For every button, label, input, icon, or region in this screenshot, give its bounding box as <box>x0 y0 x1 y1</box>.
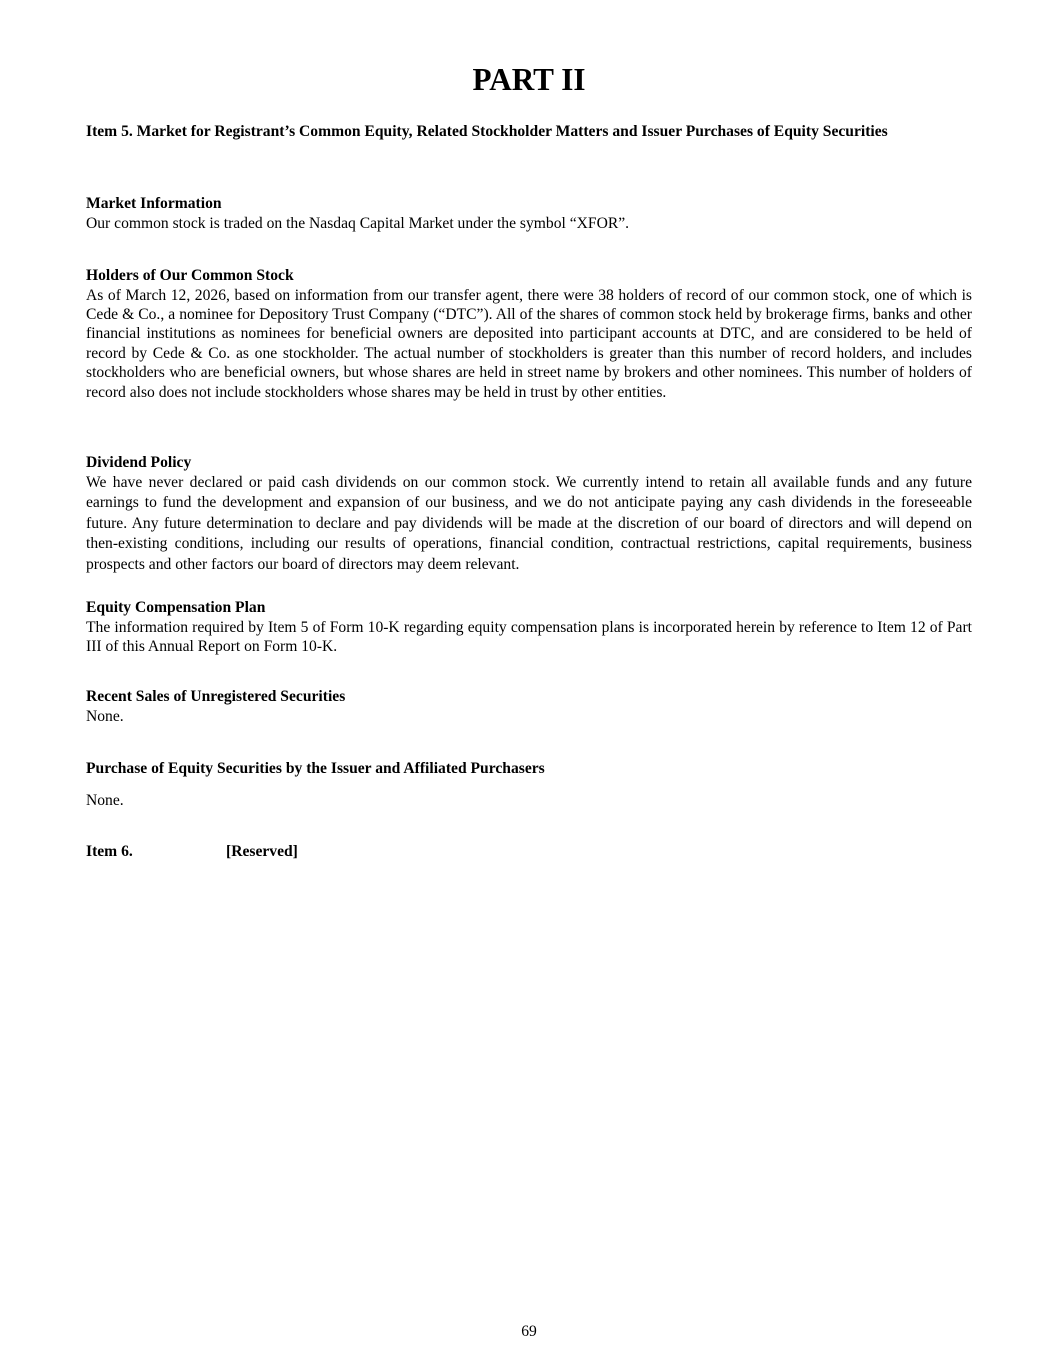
equity-compensation-body: The information required by Item 5 of Form 10-K regarding equity compensation plans is incorporated herein by reference to Item 12 of Part III of this Annual Report on Form 10-K. <box>86 618 972 656</box>
holders-heading: Holders of Our Common Stock <box>86 267 294 284</box>
item5-title: Item 5. Market for Registrant’s Common Equity, Related Stockholder Matters and Issuer Purchases of Equity Securities <box>86 123 888 140</box>
purchase-equity-heading: Purchase of Equity Securities by the Issuer and Affiliated Purchasers <box>86 760 545 777</box>
dividend-policy-section <box>86 453 972 576</box>
equity-compensation-section <box>86 598 972 657</box>
document-page <box>86 0 972 1365</box>
purchase-equity-section <box>86 759 972 810</box>
page-number: 69 <box>521 1323 537 1340</box>
recent-sales-body: None. <box>86 707 124 725</box>
holders-body: As of March 12, 2026, based on information from our transfer agent, there were 38 holders of record of our common stock, one of which is Cede & Co., a nominee for Depository Trust Company (“DTC”). All of the shares of common stock held by brokerage firms, banks and other financial institutions as nominees for beneficial owners are deposited into participant accounts at DTC, and are considered to be held of record by Cede & Co. as one stockholder. The actual number of stockholders is greater than this number of record holders, and includes stockholders who are beneficial owners, but whose shares are held in street name by brokers and other nominees. This number of holders of record also does not include stockholders whose shares may be held in trust by other entities. <box>86 286 972 401</box>
part-title: PART II <box>472 62 586 97</box>
recent-sales-section <box>86 687 972 726</box>
holders-section <box>86 266 972 402</box>
market-information-body: Our common stock is traded on the Nasdaq Capital Market under the symbol “XFOR”. <box>86 214 630 232</box>
market-information-section <box>86 194 972 233</box>
market-information-heading: Market Information <box>86 195 222 212</box>
dividend-policy-body: We have never declared or paid cash dividends on our common stock. We currently intend to retain all available funds and any future earnings to fund the development and expansion of our business, and we do not anticipate paying any cash dividends in the foreseeable future. Any future determination to declare and pay dividends will be made at the discretion of our board of directors and will depend on then-existing conditions, including our results of operations, financial condition, contractual restrictions, capital requirements, business prospects and other factors our board of directors may deem relevant. <box>86 473 972 573</box>
item6-title: [Reserved] <box>226 843 298 860</box>
recent-sales-heading: Recent Sales of Unregistered Securities <box>86 688 346 705</box>
item6-number: Item 6. <box>86 843 133 860</box>
item6-heading <box>86 842 298 862</box>
purchase-equity-body: None. <box>86 791 124 809</box>
equity-compensation-heading: Equity Compensation Plan <box>86 599 266 616</box>
dividend-policy-heading: Dividend Policy <box>86 454 192 471</box>
